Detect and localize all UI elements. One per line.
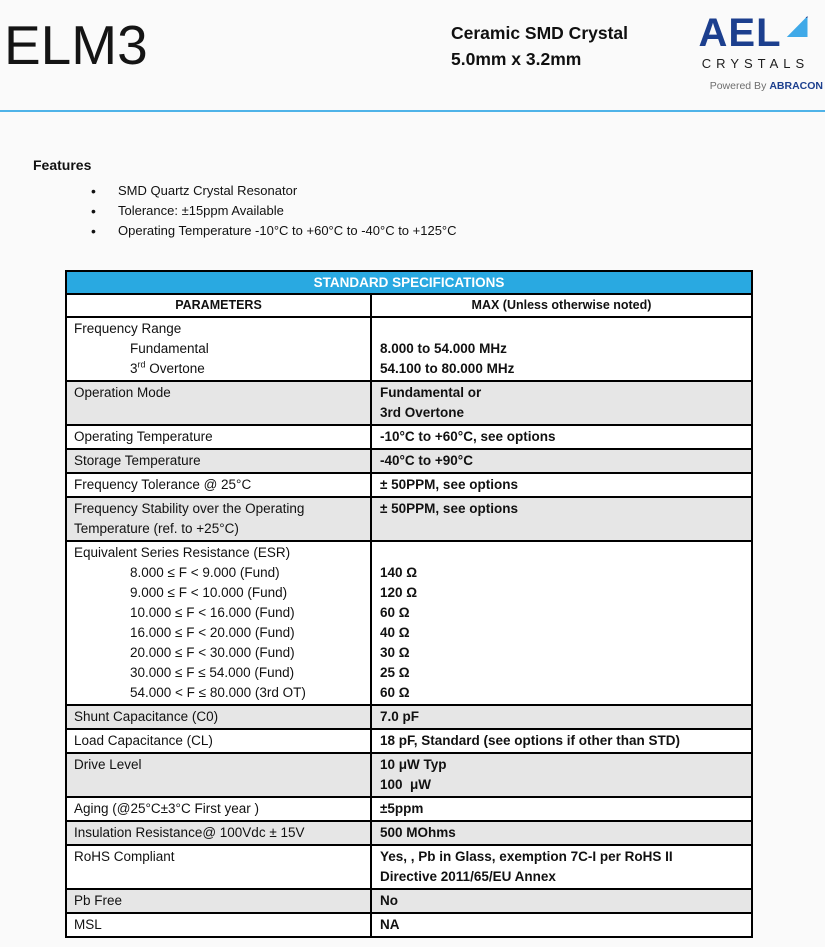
- feature-item: [33, 181, 633, 201]
- max-value-cell: [372, 798, 751, 820]
- max-value-line: NA: [380, 917, 400, 932]
- spec-row: [67, 542, 751, 706]
- parameter-line: 54.000 < F ≤ 80.000 (3rd OT): [130, 685, 306, 700]
- max-value-line: 100 μW: [380, 777, 432, 792]
- spec-row: [67, 890, 751, 914]
- parameter-cell: [67, 798, 372, 820]
- parameter-line: Temperature (ref. to +25°C): [74, 521, 239, 536]
- parameter-line: 20.000 ≤ F < 30.000 (Fund): [130, 645, 295, 660]
- abracon-brand-text: ABRACON: [769, 80, 823, 92]
- max-value-line: 60 Ω: [380, 605, 410, 620]
- parameter-line: 30.000 ≤ F ≤ 54.000 (Fund): [130, 665, 295, 680]
- parameter-cell: [67, 498, 372, 540]
- column-header-parameters: PARAMETERS: [67, 295, 372, 316]
- parameter-cell: [67, 542, 372, 704]
- table-title-bar: STANDARD SPECIFICATIONS: [67, 272, 751, 295]
- spec-row: [67, 730, 751, 754]
- feature-text: Tolerance: ±15ppm Available: [118, 203, 284, 218]
- parameter-line: 16.000 ≤ F < 20.000 (Fund): [130, 625, 295, 640]
- max-value-cell: [372, 542, 751, 704]
- max-value-line: 60 Ω: [380, 685, 410, 700]
- max-value-line: No: [380, 893, 398, 908]
- max-value-line: 40 Ω: [380, 625, 410, 640]
- max-value-cell: [372, 890, 751, 912]
- spec-row: [67, 846, 751, 890]
- max-value-cell: [372, 318, 751, 380]
- features-list: [33, 181, 633, 241]
- max-value-line: -10°C to +60°C, see options: [380, 429, 556, 444]
- parameter-cell: [67, 754, 372, 796]
- max-value-line: 30 Ω: [380, 645, 410, 660]
- max-value-cell: [372, 498, 751, 540]
- max-value-line: ±5ppm: [380, 801, 424, 816]
- spec-row: [67, 798, 751, 822]
- spec-row: [67, 318, 751, 382]
- max-value-cell: [372, 382, 751, 424]
- max-value-cell: [372, 426, 751, 448]
- parameter-line: Aging (@25°C±3°C First year ): [74, 801, 259, 816]
- logo-triangle-icon: [785, 16, 808, 37]
- spec-row: [67, 426, 751, 450]
- max-value-line: [372, 543, 747, 563]
- max-value-line: Yes, , Pb in Glass, exemption 7C-I per RoHS II: [380, 849, 673, 864]
- powered-by-line: [683, 80, 823, 92]
- parameter-line: Drive Level: [74, 757, 142, 772]
- table-column-header-row: [67, 295, 751, 318]
- parameter-line: Fundamental: [130, 341, 209, 356]
- parameter-cell: [67, 890, 372, 912]
- max-value-line: -40°C to +90°C: [380, 453, 473, 468]
- parameter-line: Frequency Stability over the Operating: [74, 501, 305, 516]
- parameter-cell: [67, 318, 372, 380]
- max-value-line: 8.000 to 54.000 MHz: [380, 341, 507, 356]
- max-value-cell: [372, 822, 751, 844]
- max-value-cell: [372, 846, 751, 888]
- feature-text: SMD Quartz Crystal Resonator: [118, 183, 298, 198]
- spec-row: [67, 914, 751, 936]
- max-value-cell: [372, 450, 751, 472]
- spec-row: [67, 754, 751, 798]
- parameter-cell: [67, 822, 372, 844]
- spec-row: [67, 382, 751, 426]
- max-value-line: Directive 2011/65/EU Annex: [380, 869, 556, 884]
- product-title-line2: 5.0mm x 3.2mm: [451, 49, 582, 69]
- max-value-line: ± 50PPM, see options: [380, 501, 518, 516]
- crystals-logo-text: CRYSTALS: [701, 56, 810, 71]
- part-number: ELM3: [4, 14, 148, 76]
- max-value-line: 140 Ω: [380, 565, 418, 580]
- parameter-line: MSL: [74, 917, 102, 932]
- max-value-line: 7.0 pF: [380, 709, 420, 724]
- parameter-line: Load Capacitance (CL): [74, 733, 213, 748]
- parameter-line: Equivalent Series Resistance (ESR): [74, 545, 291, 560]
- logo-brand-row: [683, 13, 823, 53]
- parameter-line: Frequency Range: [74, 321, 182, 336]
- parameter-line: Insulation Resistance@ 100Vdc ± 15V: [74, 825, 305, 840]
- parameter-cell: [67, 382, 372, 424]
- column-header-max: MAX (Unless otherwise noted): [471, 298, 652, 312]
- powered-by-label: Powered By: [709, 80, 767, 92]
- max-value-cell: [372, 914, 751, 936]
- max-value-line: 25 Ω: [380, 665, 410, 680]
- parameter-cell: [67, 730, 372, 752]
- max-value-line: 18 pF, Standard (see options if other than STD): [380, 733, 681, 748]
- max-value-line: 120 Ω: [380, 585, 418, 600]
- features-section: [33, 157, 633, 241]
- spec-row: [67, 450, 751, 474]
- max-value-cell: [372, 730, 751, 752]
- max-value-cell: [372, 474, 751, 496]
- parameter-cell: [67, 450, 372, 472]
- spec-row: [67, 706, 751, 730]
- parameter-cell: [67, 846, 372, 888]
- max-value-line: [372, 319, 747, 339]
- parameter-cell: [67, 706, 372, 728]
- max-value-line: Fundamental or: [380, 385, 482, 400]
- max-value-line: ± 50PPM, see options: [380, 477, 518, 492]
- ael-crystals-logo: [683, 13, 823, 92]
- parameter-line: Operating Temperature: [74, 429, 213, 444]
- parameter-cell: [67, 914, 372, 936]
- feature-item: [33, 201, 633, 221]
- features-heading: Features: [33, 157, 92, 173]
- parameter-line: 3rd Overtone: [130, 359, 205, 376]
- product-title: [451, 20, 628, 72]
- max-value-cell: [372, 754, 751, 796]
- spec-row: [67, 498, 751, 542]
- parameter-line: 10.000 ≤ F < 16.000 (Fund): [130, 605, 295, 620]
- parameter-line: 9.000 ≤ F < 10.000 (Fund): [130, 585, 288, 600]
- spec-row: [67, 822, 751, 846]
- standard-specifications-table: [65, 270, 753, 938]
- max-value-cell: [372, 706, 751, 728]
- table-body: [67, 318, 751, 936]
- header-divider-rule: [0, 110, 825, 112]
- parameter-line: Storage Temperature: [74, 453, 201, 468]
- feature-item: [33, 221, 633, 241]
- parameter-line: Frequency Tolerance @ 25°C: [74, 477, 252, 492]
- parameter-line: 8.000 ≤ F < 9.000 (Fund): [130, 565, 280, 580]
- max-value-line: 54.100 to 80.000 MHz: [380, 361, 515, 376]
- parameter-line: Shunt Capacitance (C0): [74, 709, 219, 724]
- parameter-cell: [67, 474, 372, 496]
- parameter-line: Operation Mode: [74, 385, 171, 400]
- product-title-line1: Ceramic SMD Crystal: [451, 23, 629, 43]
- spec-row: [67, 474, 751, 498]
- max-value-line: 500 MOhms: [380, 825, 456, 840]
- ael-logo-text: AEL: [698, 11, 782, 55]
- parameter-cell: [67, 426, 372, 448]
- feature-text: Operating Temperature -10°C to +60°C to -40°C to +125°C: [118, 223, 457, 238]
- max-value-line: 3rd Overtone: [380, 405, 465, 420]
- max-value-line: 10 μW Typ: [380, 757, 447, 772]
- parameter-line: RoHS Compliant: [74, 849, 175, 864]
- parameter-line: Pb Free: [74, 893, 123, 908]
